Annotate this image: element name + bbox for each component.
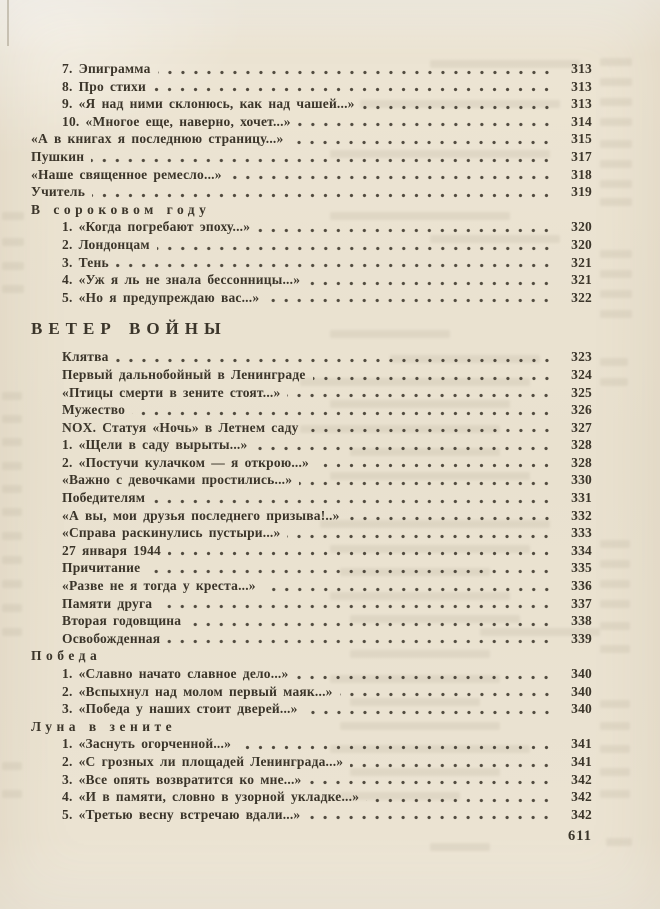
toc-page-number: 320 [571, 219, 592, 235]
toc-entry [31, 130, 592, 148]
toc-page-number: 313 [571, 96, 592, 112]
toc-section-title: ВЕТЕР ВОЙНЫ [31, 319, 227, 339]
toc-entry-title: 10. «Многое еще, наверно, хочет...» [62, 113, 291, 129]
dot-leader [263, 587, 553, 592]
dot-leader [307, 815, 553, 820]
toc-page-number: 334 [571, 542, 592, 558]
toc-entry-title: «Птицы смерти в зените стоят...» [62, 384, 281, 400]
toc-entry-title: «Важно с девочками простились...» [62, 472, 293, 488]
toc-entry [31, 559, 592, 577]
dot-leader [188, 622, 553, 627]
toc-page-number: 322 [571, 289, 592, 305]
toc-page-number: 330 [571, 472, 592, 488]
toc-entry [31, 630, 592, 648]
toc-entry [31, 384, 592, 402]
dot-leader [153, 87, 553, 92]
dot-leader [366, 798, 553, 803]
toc-entry-title: 2. «С грозных ли площадей Ленинграда...» [62, 753, 344, 769]
dot-leader [257, 228, 553, 233]
toc-page-number: 324 [571, 366, 592, 382]
toc-entry-title: 5. «Третью весну встречаю вдали...» [62, 806, 301, 822]
toc-page-number: 342 [571, 806, 592, 822]
toc-entry-title: Освобожденная [62, 630, 161, 646]
dot-leader [168, 551, 553, 556]
toc-entry [31, 771, 592, 789]
dot-leader [290, 140, 553, 145]
toc-entry-title: 9. «Я над ними склонюсь, как над чашей...» [62, 96, 355, 112]
toc-entry [31, 218, 592, 236]
dot-leader [307, 281, 553, 286]
toc-page-number: 342 [571, 771, 592, 787]
toc-page-number: 313 [571, 78, 592, 94]
toc-page-number: 314 [571, 113, 592, 129]
toc-entry [31, 612, 592, 630]
dot-leader [167, 639, 553, 644]
dot-leader [305, 710, 553, 715]
toc-entry-title: Первый дальнобойный в Ленинграде [62, 366, 306, 382]
dot-leader [299, 481, 553, 486]
toc-entry-title: 7. Эпиграмма [62, 61, 151, 76]
dot-leader [116, 358, 553, 363]
toc-entry-title: «Наше священное ремесло...» [31, 166, 222, 182]
dot-leader [158, 70, 553, 75]
dot-leader [159, 604, 553, 609]
toc-entry [31, 401, 592, 419]
dot-leader [347, 516, 553, 521]
toc-entry [31, 524, 592, 542]
toc-page-number: 336 [571, 578, 592, 594]
toc-entry [31, 348, 592, 366]
dot-leader [229, 175, 553, 180]
toc-entry [31, 454, 592, 472]
dot-leader [306, 428, 553, 433]
toc-entry-title: 2. «Вспыхнул над молом первый маяк...» [62, 683, 333, 699]
dot-leader [91, 158, 553, 163]
toc-page-number: 326 [571, 402, 592, 418]
toc-page-number: 328 [571, 437, 592, 453]
toc-entry-title: Причитание [62, 560, 141, 576]
toc-entry-title: Памяти друга [62, 595, 153, 611]
toc-page-number: 332 [571, 507, 592, 523]
toc-entry-title: «Разве не я тогда у креста...» [62, 578, 256, 594]
toc-page-number: 337 [571, 595, 592, 611]
toc-entry-title: Вторая годовщина [62, 613, 182, 629]
toc-entry-title: Победителям [62, 490, 146, 506]
toc-entry-title: 27 января 1944 [62, 542, 161, 558]
dot-leader [350, 763, 553, 768]
dot-leader [132, 411, 553, 416]
toc-entry [31, 683, 592, 701]
toc-page-number: 313 [571, 61, 592, 76]
toc-entry [31, 166, 592, 184]
toc-page-number: 328 [571, 454, 592, 470]
toc-entry-title: 5. «Но я предупреждаю вас...» [62, 289, 260, 305]
dot-leader [287, 393, 553, 398]
page-folio: 611 [568, 828, 592, 845]
toc-entry [31, 95, 592, 113]
toc-subsection-heading: Луна в зените [31, 718, 177, 734]
toc-entry [31, 665, 592, 683]
toc-page-number: 327 [571, 419, 592, 435]
toc-page-number: 333 [571, 525, 592, 541]
toc-page-number: 323 [571, 349, 592, 365]
toc-entry [31, 542, 592, 560]
dot-leader [254, 446, 553, 451]
toc-page-number: 319 [571, 184, 592, 200]
toc-entry-title: 1. «Щели в саду вырыты...» [62, 437, 248, 453]
toc-entry-title: 3. Тень [62, 254, 109, 270]
toc-page-number: 317 [571, 148, 592, 164]
toc-entry-title: 8. Про стихи [62, 78, 146, 94]
toc-entry-title: 1. «Заснуть огорченной...» [62, 736, 232, 752]
toc-entry-title: 4. «И в памяти, словно в узорной укладке...» [62, 789, 360, 805]
toc-entry [31, 271, 592, 289]
toc-entry [31, 507, 592, 525]
dot-leader [313, 376, 553, 381]
dot-leader [295, 675, 553, 680]
toc-entry [31, 436, 592, 454]
toc-entry-title: 3. «Все опять возвратится ко мне...» [62, 771, 302, 787]
toc-entry-title: 2. Лондонцам [62, 236, 150, 252]
toc-page-number: 325 [571, 384, 592, 400]
toc-page-number: 339 [571, 630, 592, 646]
toc-entry [31, 183, 592, 201]
toc-entry [31, 735, 592, 753]
dot-leader [238, 745, 553, 750]
toc-page-number: 342 [571, 789, 592, 805]
toc-page-number: 331 [571, 490, 592, 506]
toc-page-number: 341 [571, 736, 592, 752]
toc-page-number: 341 [571, 753, 592, 769]
toc-entry [31, 113, 592, 131]
toc-entry [31, 60, 592, 78]
toc-subsection-heading: Победа [31, 648, 102, 664]
toc-entry-title: 3. «Победа у наших стоит дверей...» [62, 701, 298, 717]
dot-leader [308, 780, 553, 785]
toc-subsection-heading: В сороковом году [31, 201, 211, 217]
toc-entry-title: Пушкин [31, 148, 85, 164]
toc-entry-title: 4. «Уж я ль не знала бессонницы...» [62, 272, 301, 288]
dot-leader [362, 105, 553, 110]
toc-entry-title: Мужество [62, 402, 126, 418]
toc-entry [31, 419, 592, 437]
dot-leader [266, 298, 553, 303]
toc-entry-title: 2. «Постучи кулачком — я открою...» [62, 454, 310, 470]
toc-entry-title: «Справа раскинулись пустыри...» [62, 525, 281, 541]
toc-page-number: 315 [571, 131, 592, 147]
toc-entry [31, 788, 592, 806]
toc-page-number: 340 [571, 701, 592, 717]
dot-leader [340, 692, 553, 697]
toc-page-number: 340 [571, 666, 592, 681]
dot-leader [147, 569, 553, 574]
toc-page-number: 321 [571, 272, 592, 288]
toc-entry [31, 78, 592, 96]
toc-page-number: 321 [571, 254, 592, 270]
toc-entry-title: 1. «Когда погребают эпоху...» [62, 219, 251, 235]
dot-leader [92, 193, 553, 198]
toc-entry [31, 489, 592, 507]
dot-leader [298, 122, 553, 127]
toc-page-number: 340 [571, 683, 592, 699]
toc-entry-title: Учитель [31, 184, 86, 200]
toc-entry [31, 700, 592, 718]
toc-entry [31, 289, 592, 307]
toc-entry [31, 577, 592, 595]
toc-entry-title: 1. «Славно начато славное дело...» [62, 666, 289, 681]
toc-entry [31, 595, 592, 613]
toc-page-number: 318 [571, 166, 592, 182]
toc-entry-title: «А в книгах я последнюю страницу...» [31, 131, 284, 147]
toc-entry-title: NOX. Статуя «Ночь» в Летнем саду [62, 419, 299, 435]
dot-leader [152, 499, 553, 504]
toc-entry [31, 366, 592, 384]
dot-leader [287, 534, 553, 539]
toc-page-number: 320 [571, 236, 592, 252]
dot-leader [157, 246, 553, 251]
toc-page-number: 338 [571, 613, 592, 629]
toc-entry [31, 753, 592, 771]
toc-entry [31, 236, 592, 254]
toc-entry [31, 806, 592, 824]
toc-entry [31, 471, 592, 489]
toc-entry [31, 148, 592, 166]
toc-entry-title: Клятва [62, 349, 109, 365]
toc-page-number: 335 [571, 560, 592, 576]
dot-leader [316, 463, 553, 468]
toc-entry [31, 254, 592, 272]
toc-entry-title: «А вы, мои друзья последнего призыва!..» [62, 507, 340, 523]
dot-leader [116, 263, 553, 268]
